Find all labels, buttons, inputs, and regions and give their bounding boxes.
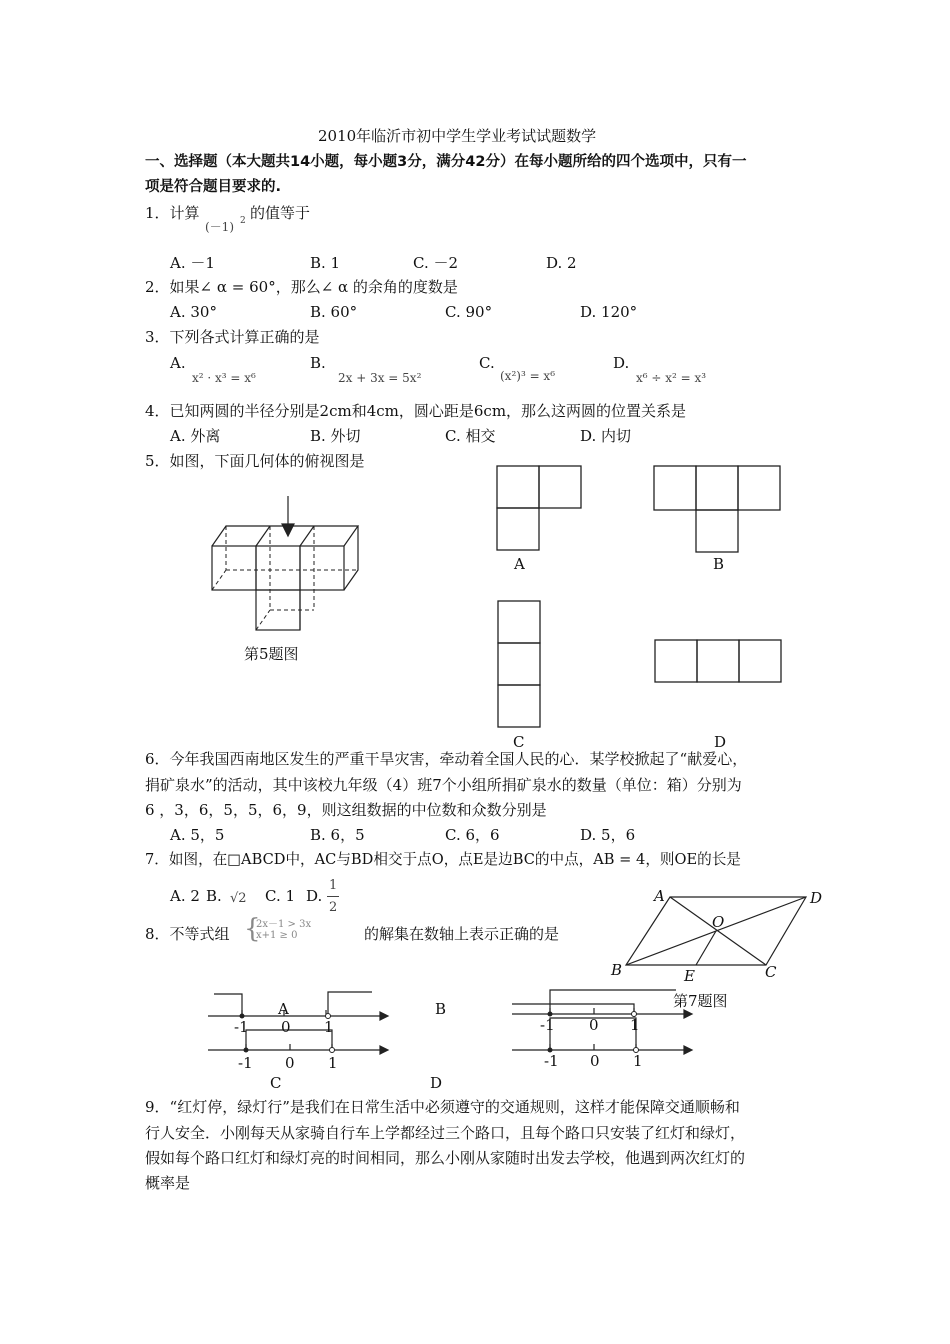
q7-point-b: B: [611, 961, 623, 979]
q8-system-line1: 2x－1 > 3x: [256, 919, 312, 930]
q6-option-a: A. 5，5: [170, 826, 225, 844]
q3-stem: 3．下列各式计算正确的是: [145, 328, 320, 346]
q8-choice-a-label: A: [278, 1000, 289, 1018]
q8-number-lines-right: [508, 990, 698, 1090]
q5-choice-c-label: C: [513, 733, 525, 751]
q2-option-c: C. 90°: [445, 303, 493, 321]
q5-choice-d-label: D: [714, 733, 727, 751]
q2-option-d: D. 120°: [580, 303, 638, 321]
q7-option-d-numerator: 1: [329, 878, 338, 893]
q2-option-b: B. 60°: [310, 303, 358, 321]
q5-stem: 5．如图，下面几何体的俯视图是: [145, 452, 365, 470]
q6-line1: 6．今年我国西南地区发生的严重干旱灾害，牵动着全国人民的心．某学校掀起了“献爱心，: [145, 750, 748, 768]
q7-point-d: D: [810, 889, 823, 907]
section-heading-line1: 一、选择题（本大题共14小题，每小题3分，满分42分）在每小题所给的四个选项中，只有一: [145, 154, 747, 170]
q5-choice-a-figure: [496, 465, 586, 555]
q8-left2-tick-0: 0: [285, 1054, 295, 1072]
q8-left-tick-neg1: -1: [234, 1018, 249, 1036]
q7-option-d-denominator: 2: [329, 900, 338, 915]
q8-left2-tick-1: 1: [328, 1054, 338, 1072]
q4-option-c: C. 相交: [445, 427, 496, 445]
q8-left-tick-1: 1: [324, 1018, 334, 1036]
page-title: 2010年临沂市初中学生学业考试试题数学: [318, 127, 597, 145]
q8-stem: 8．不等式组: [145, 925, 230, 943]
q7-figure-caption: 第7题图: [673, 992, 728, 1010]
q7-option-a: A. 2: [170, 887, 200, 905]
q3-expr-d: x⁶ ÷ x² = x³: [636, 371, 707, 385]
q4-option-d: D. 内切: [580, 427, 632, 445]
q8-left2-tick-neg1: -1: [238, 1054, 253, 1072]
q7-option-c: C. 1: [265, 887, 296, 905]
q6-option-d: D. 5，6: [580, 826, 636, 844]
q8-stem-tail: 的解集在数轴上表示正确的是: [364, 925, 560, 943]
q7-option-b-label: B.: [206, 887, 222, 905]
q5-choice-b-figure: [653, 465, 783, 555]
q6-option-c: C. 6，6: [445, 826, 500, 844]
q8-number-lines-left: [204, 990, 394, 1090]
q7-point-a: A: [654, 887, 665, 905]
q8-right2-tick-neg1: -1: [544, 1052, 559, 1070]
q1-option-c: C. －2: [413, 254, 459, 272]
q7-point-c: C: [765, 963, 777, 981]
q4-stem: 4．已知两圆的半径分别是2cm和4cm，圆心距是6cm，那么这两圆的位置关系是: [145, 402, 687, 420]
q1-option-d: D. 2: [546, 254, 577, 272]
q3-expr-c: (x²)³ = x⁶: [500, 369, 556, 383]
q3-label-d: D.: [613, 354, 630, 372]
q8-right-tick-0: 0: [589, 1016, 599, 1034]
q3-expr-b: 2x + 3x = 5x²: [338, 371, 422, 385]
q5-figure-caption: 第5题图: [244, 645, 299, 663]
q8-choice-b-label: B: [435, 1000, 447, 1018]
q3-label-b: B.: [310, 354, 326, 372]
q7-stem: 7．如图，在□ABCD中，AC与BD相交于点O，点E是边BC的中点，AB = 4，则OE的长是: [145, 851, 741, 868]
q5-choice-c-figure: [497, 600, 543, 730]
q7-option-d-label: D.: [306, 887, 323, 905]
q1-expression: (－1): [205, 220, 234, 234]
q8-right-tick-neg1: -1: [540, 1016, 555, 1034]
q7-point-o: O: [712, 913, 725, 931]
q4-option-b: B. 外切: [310, 427, 361, 445]
q7-parallelogram-figure: [608, 885, 828, 985]
q1-option-b: B. 1: [310, 254, 341, 272]
q3-label-c: C.: [479, 354, 495, 372]
q7-option-b-value: √2: [230, 891, 247, 906]
q9-line3: 假如每个路口红灯和绿灯亮的时间相同，那么小刚从家随时出发去学校，他遇到两次红灯的: [145, 1149, 746, 1167]
q7-point-e: E: [684, 967, 695, 985]
q8-right-tick-1: 1: [630, 1016, 640, 1034]
q7-fraction-bar: [327, 896, 339, 897]
q8-brace: {: [244, 914, 261, 944]
q6-line2: 捐矿泉水”的活动，其中该校九年级（4）班7个小组所捐矿泉水的数量（单位：箱）分别为: [145, 776, 742, 794]
q8-left-tick-0: 0: [281, 1018, 291, 1036]
q5-choice-b-label: B: [713, 555, 725, 573]
q8-system-line2: x+1 ≥ 0: [256, 930, 298, 941]
q9-line2: 行人安全．小刚每天从家骑自行车上学都经过三个路口，且每个路口只安装了红灯和绿灯，: [145, 1124, 746, 1142]
q5-choice-a-label: A: [514, 555, 525, 573]
q4-option-a: A. 外离: [170, 427, 221, 445]
q9-line1: 9．“红灯停，绿灯行”是我们在日常生活中必须遵守的交通规则，这样才能保障交通顺畅和: [145, 1098, 740, 1116]
q1-stem: 1．计算: [145, 204, 200, 222]
q2-stem: 2．如果∠ α = 60°，那么∠ α 的余角的度数是: [145, 278, 458, 296]
q8-choice-d-label: D: [430, 1074, 443, 1092]
q1-stem-tail: 的值等于: [250, 204, 311, 222]
q1-option-a: A. －1: [170, 254, 215, 272]
q8-choice-c-label: C: [270, 1074, 282, 1092]
q5-solid-figure: [208, 496, 378, 641]
q6-option-b: B. 6，5: [310, 826, 365, 844]
q5-choice-d-figure: [654, 639, 784, 685]
q9-line4: 概率是: [145, 1174, 191, 1192]
q8-right2-tick-1: 1: [633, 1052, 643, 1070]
q2-option-a: A. 30°: [170, 303, 217, 321]
section-heading-line2: 项是符合题目要求的.: [145, 179, 282, 195]
q3-label-a: A.: [170, 354, 186, 372]
q3-expr-a: x² · x³ = x⁶: [192, 371, 256, 385]
q6-line3: 6 ，3，6，5，5，6，9，则这组数据的中位数和众数分别是: [145, 801, 547, 819]
q1-exponent: 2: [240, 216, 246, 226]
q8-right2-tick-0: 0: [590, 1052, 600, 1070]
